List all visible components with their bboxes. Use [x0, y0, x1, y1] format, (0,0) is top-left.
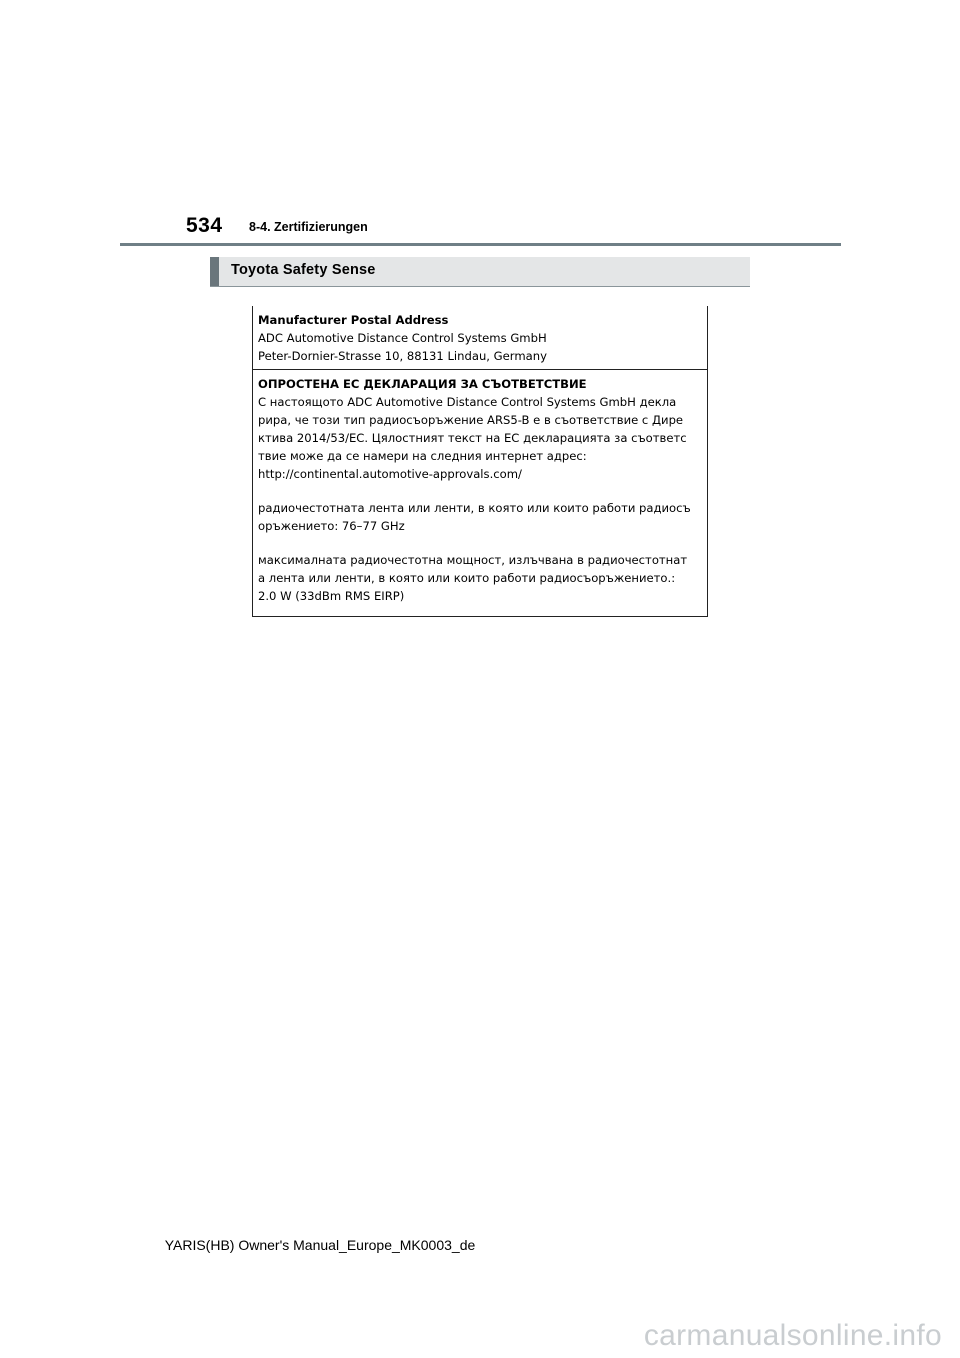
spacer — [258, 483, 707, 499]
watermark: carmanualsonline.info — [643, 1319, 942, 1352]
address-block — [253, 306, 707, 370]
power-line: а лента или ленти, в която или които работи радиосъоръжението.: — [258, 571, 676, 585]
address-line: ADC Automotive Distance Control Systems GmbH — [258, 331, 547, 345]
section-label: 8-4. Zertifizierungen — [249, 220, 368, 234]
scan-bottom-rule — [253, 616, 707, 618]
power-line: максималната радиочестотна мощност, излъчвана в радиочестотнат — [258, 553, 688, 567]
declaration-block — [253, 371, 707, 613]
declaration-heading: ОПРОСТЕНА ЕС ДЕКЛАРАЦИЯ ЗА СЪОТВЕТСТВИЕ — [258, 377, 587, 391]
certificate-scan — [252, 306, 708, 617]
declaration-line: твие може да се намери на следния интернет адрес: — [258, 449, 587, 463]
band-line: оръжението: 76–77 GHz — [258, 519, 405, 533]
power-line: 2.0 W (33dBm RMS EIRP) — [258, 589, 405, 603]
spacer — [258, 535, 707, 551]
section-title: Toyota Safety Sense — [231, 262, 376, 278]
address-line: Peter-Dornier-Strasse 10, 88131 Lindau, Germany — [258, 349, 547, 363]
page-number: 534 — [186, 214, 223, 237]
declaration-url: http://continental.automotive-approvals.com/ — [258, 467, 522, 481]
address-heading: Manufacturer Postal Address — [258, 313, 449, 327]
section-title-bar — [210, 257, 219, 286]
declaration-line: С настоящото ADC Automotive Distance Control Systems GmbH декла — [258, 395, 677, 409]
declaration-line: ктива 2014/53/ЕС. Цялостният текст на ЕС декларацията за съответс — [258, 431, 687, 445]
footer-label: YARIS(HB) Owner's Manual_Europe_MK0003_de — [164, 1237, 476, 1253]
band-line: радиочестотната лента или ленти, в която или които работи радиосъ — [258, 501, 691, 515]
header-rule — [120, 243, 841, 246]
declaration-line: рира, че този тип радиосъоръжение ARS5-B е в съответствие с Дире — [258, 413, 684, 427]
section-title-box — [210, 257, 750, 287]
